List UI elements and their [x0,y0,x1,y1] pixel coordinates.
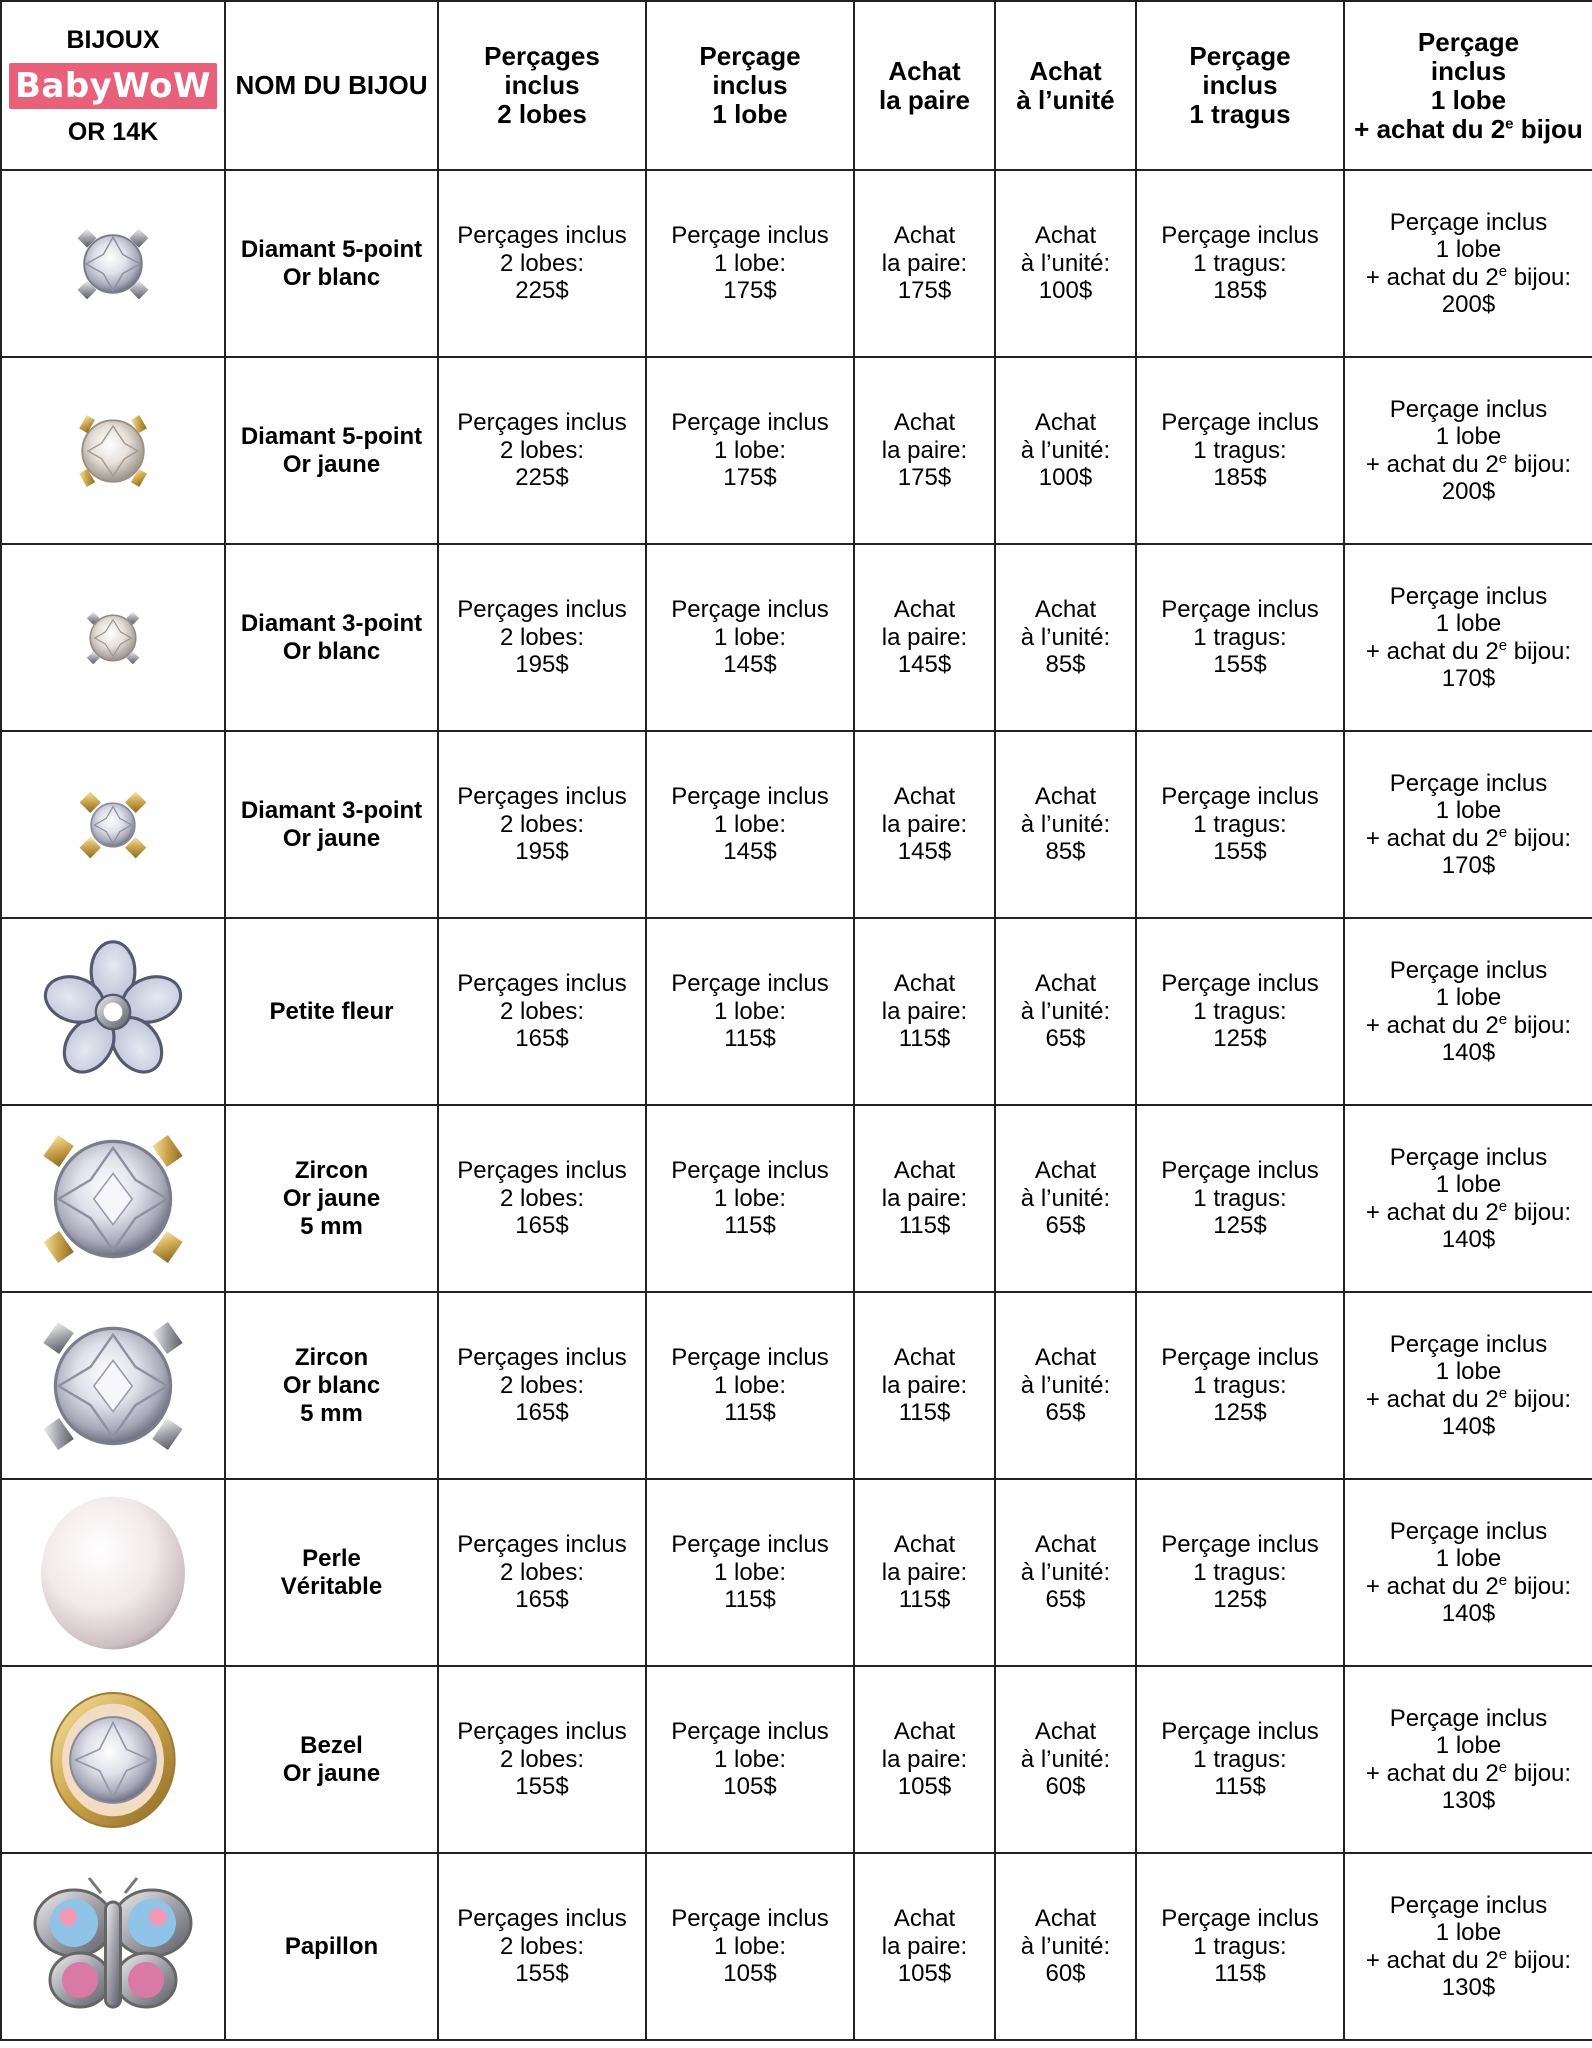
price-value: 65$ [1045,1025,1086,1053]
jewel-name: Diamant 5-point Or blanc [225,170,438,357]
price-value: 155$ [515,1960,569,1988]
price-value: 185$ [1213,464,1267,492]
price-value: 105$ [723,1960,777,1988]
jewel-image-cell [1,1853,225,2040]
price-unit: Achat à l’unité: 100$ [995,170,1136,357]
price-tragus: Perçage inclus 1 tragus: 115$ [1136,1666,1344,1853]
table-row [1,731,1592,918]
price-value: 115$ [898,1399,951,1427]
flower-earring-icon [2,934,224,1090]
price-tragus: Perçage inclus 1 tragus: 125$ [1136,1292,1344,1479]
price-unit: Achat à l’unité: 65$ [995,1479,1136,1666]
price-pair: Achat la paire: 115$ [854,918,995,1105]
price-value: 225$ [515,464,569,492]
price-tragus: Perçage inclus 1 tragus: 125$ [1136,1105,1344,1292]
price-two-lobes: Perçages inclus 2 lobes: 155$ [438,1666,646,1853]
price-value: 115$ [724,1399,776,1427]
price-two-lobes: Perçages inclus 2 lobes: 225$ [438,170,646,357]
price-value: 170$ [1441,665,1496,692]
jewel-image-cell [1,1479,225,1666]
price-tragus: Perçage inclus 1 tragus: 155$ [1136,544,1344,731]
jewel-image-cell [1,1292,225,1479]
price-two-lobes: Perçages inclus 2 lobes: 165$ [438,1479,646,1666]
jewel-name: Diamant 5-point Or jaune [225,357,438,544]
jewel-image-cell [1,731,225,918]
price-two-lobes: Perçages inclus 2 lobes: 165$ [438,1292,646,1479]
price-value: 115$ [724,1212,776,1240]
zircon-white-gold-icon [2,1306,224,1466]
price-value: 115$ [724,1586,776,1614]
price-value: 105$ [897,1773,952,1801]
price-value: 170$ [1441,852,1496,879]
jewel-name: Zircon Or jaune 5 mm [225,1105,438,1292]
price-value: 165$ [515,1212,569,1240]
jewel-image-cell [1,1666,225,1853]
price-unit: Achat à l’unité: 65$ [995,918,1136,1105]
price-two-lobes: Perçages inclus 2 lobes: 195$ [438,731,646,918]
price-second-jewel: Perçage inclus 1 lobe + achat du 2e bijou: 130$ [1344,1853,1592,2040]
price-value: 155$ [1213,651,1267,679]
price-value: 60$ [1045,1960,1086,1988]
table-row [1,1292,1592,1479]
price-value: 125$ [1213,1586,1267,1614]
price-value: 140$ [1441,1039,1496,1066]
price-pair: Achat la paire: 105$ [854,1853,995,2040]
price-value: 200$ [1441,291,1496,318]
jewel-image-cell [1,1105,225,1292]
price-two-lobes: Perçages inclus 2 lobes: 155$ [438,1853,646,2040]
price-value: 195$ [515,651,569,679]
price-value: 100$ [1038,464,1093,492]
header-name: NOM DU BIJOU [225,1,438,170]
jewel-name: Diamant 3-point Or jaune [225,731,438,918]
price-one-lobe: Perçage inclus 1 lobe: 115$ [646,918,854,1105]
price-pair: Achat la paire: 115$ [854,1105,995,1292]
header-two-lobes: Perçages inclus 2 lobes [438,1,646,170]
price-unit: Achat à l’unité: 65$ [995,1105,1136,1292]
price-pair: Achat la paire: 175$ [854,357,995,544]
table-row [1,1105,1592,1292]
price-second-jewel: Perçage inclus 1 lobe + achat du 2e bijou: 200$ [1344,170,1592,357]
jewel-name: Perle Véritable [225,1479,438,1666]
price-unit: Achat à l’unité: 65$ [995,1292,1136,1479]
price-value: 115$ [724,1025,776,1053]
table-row [1,1479,1592,1666]
price-value: 115$ [898,1212,951,1240]
price-second-jewel: Perçage inclus 1 lobe + achat du 2e bijou: 130$ [1344,1666,1592,1853]
jewel-name: Diamant 3-point Or blanc [225,544,438,731]
price-one-lobe: Perçage inclus 1 lobe: 115$ [646,1105,854,1292]
price-value: 65$ [1045,1399,1086,1427]
header-row [1,1,1592,170]
price-value: 130$ [1441,1787,1496,1814]
price-tragus: Perçage inclus 1 tragus: 155$ [1136,731,1344,918]
price-value: 130$ [1441,1974,1496,2001]
price-one-lobe: Perçage inclus 1 lobe: 115$ [646,1292,854,1479]
price-value: 115$ [1214,1960,1266,1988]
header-second-jewel: Perçage inclus 1 lobe + achat du 2e bijou [1344,1,1592,170]
table-row [1,918,1592,1105]
price-second-jewel: Perçage inclus 1 lobe + achat du 2e bijou: 140$ [1344,1105,1592,1292]
price-unit: Achat à l’unité: 85$ [995,544,1136,731]
price-value: 140$ [1441,1413,1496,1440]
price-one-lobe: Perçage inclus 1 lobe: 105$ [646,1666,854,1853]
price-second-jewel: Perçage inclus 1 lobe + achat du 2e bijou: 170$ [1344,544,1592,731]
price-one-lobe: Perçage inclus 1 lobe: 105$ [646,1853,854,2040]
brand-logo: BabyWoW [9,63,217,109]
jewel-name: Petite fleur [225,918,438,1105]
price-unit: Achat à l’unité: 60$ [995,1666,1136,1853]
jewel-name: Papillon [225,1853,438,2040]
price-tragus: Perçage inclus 1 tragus: 185$ [1136,357,1344,544]
header-tragus: Perçage inclus 1 tragus [1136,1,1344,170]
price-value: 145$ [897,838,952,866]
butterfly-earring-icon [2,1872,224,2022]
small-diamond-white-gold-icon [2,600,224,676]
brand-top-label: BIJOUX [66,25,160,54]
price-one-lobe: Perçage inclus 1 lobe: 145$ [646,544,854,731]
price-second-jewel: Perçage inclus 1 lobe + achat du 2e bijou: 170$ [1344,731,1592,918]
price-value: 155$ [1213,838,1267,866]
price-value: 105$ [897,1960,952,1988]
price-value: 140$ [1441,1226,1496,1253]
price-pair: Achat la paire: 115$ [854,1292,995,1479]
price-pair: Achat la paire: 145$ [854,731,995,918]
price-value: 125$ [1213,1025,1267,1053]
jewel-name: Zircon Or blanc 5 mm [225,1292,438,1479]
zircon-yellow-gold-icon [2,1119,224,1279]
table-row [1,357,1592,544]
diamond-yellow-gold-icon [2,403,224,499]
table-row [1,170,1592,357]
price-value: 105$ [723,1773,777,1801]
jewel-name: Bezel Or jaune [225,1666,438,1853]
price-unit: Achat à l’unité: 60$ [995,1853,1136,2040]
price-value: 125$ [1213,1212,1267,1240]
price-value: 115$ [898,1025,951,1053]
price-value: 115$ [898,1586,951,1614]
price-tragus: Perçage inclus 1 tragus: 185$ [1136,170,1344,357]
table-row [1,1666,1592,1853]
price-pair: Achat la paire: 115$ [854,1479,995,1666]
price-tragus: Perçage inclus 1 tragus: 115$ [1136,1853,1344,2040]
price-value: 225$ [515,277,569,305]
price-two-lobes: Perçages inclus 2 lobes: 165$ [438,1105,646,1292]
table-row [1,1853,1592,2040]
price-value: 100$ [1038,277,1093,305]
jewel-image-cell [1,918,225,1105]
price-value: 175$ [723,277,777,305]
price-one-lobe: Perçage inclus 1 lobe: 175$ [646,357,854,544]
header-unit: Achat à l’unité [995,1,1136,170]
small-diamond-yellow-gold-icon [2,783,224,867]
price-pair: Achat la paire: 105$ [854,1666,995,1853]
price-pair: Achat la paire: 145$ [854,544,995,731]
price-value: 175$ [897,277,952,305]
header-one-lobe: Perçage inclus 1 lobe [646,1,854,170]
price-value: 85$ [1045,651,1086,679]
price-value: 175$ [723,464,777,492]
price-value: 65$ [1045,1586,1086,1614]
jewel-image-cell [1,357,225,544]
jewel-image-cell [1,170,225,357]
price-value: 65$ [1045,1212,1086,1240]
price-value: 185$ [1213,277,1267,305]
price-value: 125$ [1213,1399,1267,1427]
price-value: 195$ [515,838,569,866]
diamond-white-gold-icon [2,216,224,312]
price-tragus: Perçage inclus 1 tragus: 125$ [1136,918,1344,1105]
table-row [1,544,1592,731]
brand-cell [1,1,225,170]
price-second-jewel: Perçage inclus 1 lobe + achat du 2e bijou: 200$ [1344,357,1592,544]
price-one-lobe: Perçage inclus 1 lobe: 175$ [646,170,854,357]
price-second-jewel: Perçage inclus 1 lobe + achat du 2e bijou: 140$ [1344,918,1592,1105]
price-unit: Achat à l’unité: 100$ [995,357,1136,544]
price-value: 200$ [1441,478,1496,505]
price-value: 145$ [723,838,777,866]
price-second-jewel: Perçage inclus 1 lobe + achat du 2e bijou: 140$ [1344,1479,1592,1666]
price-value: 115$ [1214,1773,1266,1801]
price-second-jewel: Perçage inclus 1 lobe + achat du 2e bijou: 140$ [1344,1292,1592,1479]
price-value: 85$ [1045,838,1086,866]
price-value: 60$ [1045,1773,1086,1801]
brand-bottom-label: OR 14K [67,117,159,146]
price-two-lobes: Perçages inclus 2 lobes: 225$ [438,357,646,544]
price-value: 165$ [515,1399,569,1427]
price-two-lobes: Perçages inclus 2 lobes: 165$ [438,918,646,1105]
price-value: 165$ [515,1586,569,1614]
price-unit: Achat à l’unité: 85$ [995,731,1136,918]
price-value: 145$ [723,651,777,679]
price-one-lobe: Perçage inclus 1 lobe: 145$ [646,731,854,918]
jewel-image-cell [1,544,225,731]
price-two-lobes: Perçages inclus 2 lobes: 195$ [438,544,646,731]
price-one-lobe: Perçage inclus 1 lobe: 115$ [646,1479,854,1666]
pearl-icon [2,1493,224,1653]
bezel-yellow-gold-icon [2,1687,224,1833]
price-value: 140$ [1441,1600,1496,1627]
price-value: 175$ [897,464,952,492]
price-tragus: Perçage inclus 1 tragus: 125$ [1136,1479,1344,1666]
price-pair: Achat la paire: 175$ [854,170,995,357]
price-value: 165$ [515,1025,569,1053]
header-pair: Achat la paire [854,1,995,170]
price-value: 145$ [897,651,952,679]
price-value: 155$ [515,1773,569,1801]
